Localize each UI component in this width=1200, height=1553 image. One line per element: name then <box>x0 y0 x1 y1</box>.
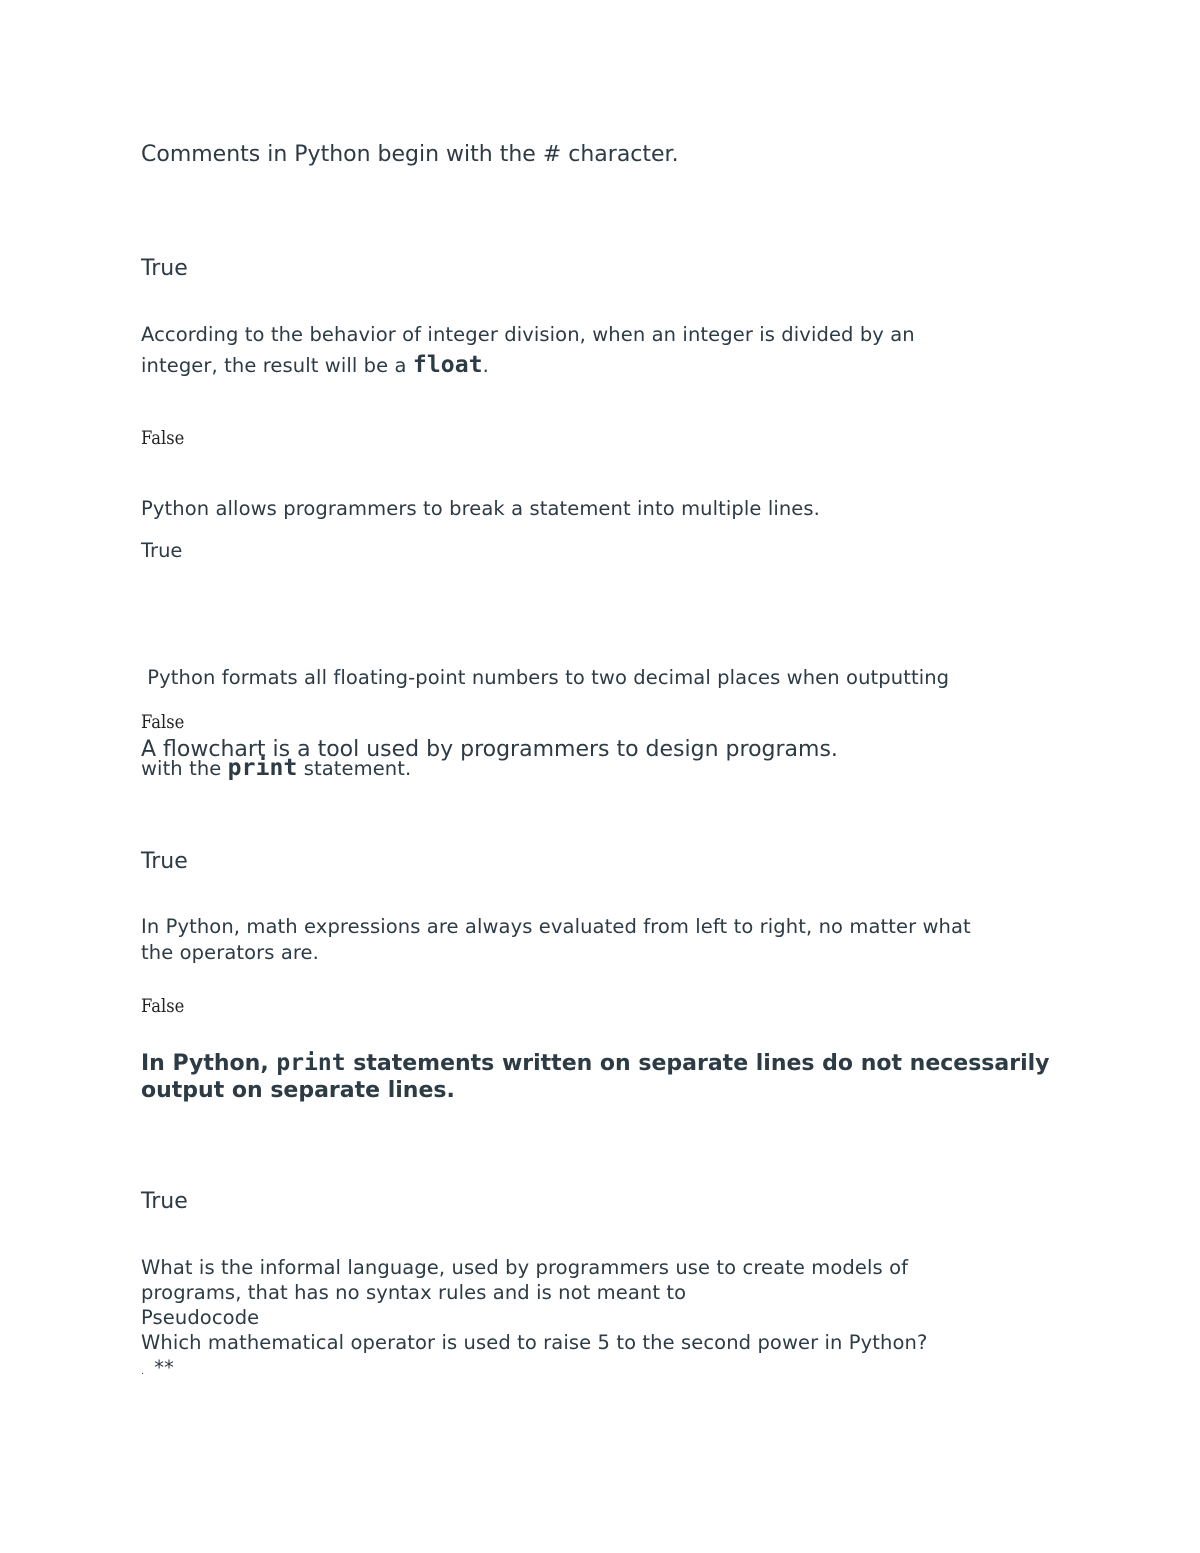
question-4-tail: statement. <box>297 757 412 780</box>
question-2-text: integer, the result will be a <box>141 354 413 377</box>
question-8-line-1: What is the informal language, used by programmers use to create models of <box>141 1256 909 1279</box>
answer-7: True <box>141 1189 188 1214</box>
question-1: Comments in Python begin with the # character. <box>141 142 679 167</box>
question-4-text: with the <box>141 757 228 780</box>
question-2-line-1: According to the behavior of integer division, when an integer is divided by an <box>141 323 915 346</box>
answer-3: True <box>141 539 183 562</box>
inline-code-print: print <box>227 755 298 781</box>
question-7-tail: statements written on separate lines do not necessarily <box>345 1051 1050 1076</box>
question-5: A flowchart is a tool used by programmers to design programs. <box>141 737 838 762</box>
question-7-text: In Python, <box>141 1051 277 1076</box>
question-2 <box>141 320 915 381</box>
question-2-period: . <box>482 354 489 377</box>
answer-9 <box>141 1355 927 1384</box>
question-4 <box>141 603 949 844</box>
answer-8: Pseudocode <box>141 1306 260 1329</box>
question-4-line-1: Python formats all floating-point numbers to two decimal places when outputting <box>141 666 950 689</box>
question-6 <box>141 914 971 966</box>
question-6-line-2: the operators are. <box>141 941 319 964</box>
question-2-line-2 <box>141 350 915 381</box>
question-7-line-1 <box>141 1050 1050 1077</box>
question-3: Python allows programmers to break a statement into multiple lines. <box>141 497 820 520</box>
answer-1: True <box>141 256 188 281</box>
question-7 <box>141 1050 1050 1104</box>
question-8-line-2: programs, that has no syntax rules and is not meant to <box>141 1281 687 1304</box>
inline-code-print: print <box>276 1050 346 1076</box>
inline-code-float: float <box>412 352 483 378</box>
answer-6: False <box>141 995 185 1017</box>
question-6-line-1: In Python, math expressions are always evaluated from left to right, no matter what <box>141 915 971 938</box>
answer-9-text: ** <box>154 1356 174 1379</box>
answer-2: False <box>141 427 185 449</box>
answer-5: True <box>141 849 188 874</box>
question-9: Which mathematical operator is used to raise 5 to the second power in Python? <box>141 1331 928 1354</box>
answer-4: False <box>141 711 185 733</box>
question-7-line-2: output on separate lines. <box>141 1078 455 1103</box>
answer-9-bullet: . <box>141 1366 145 1377</box>
question-8 <box>141 1255 927 1384</box>
